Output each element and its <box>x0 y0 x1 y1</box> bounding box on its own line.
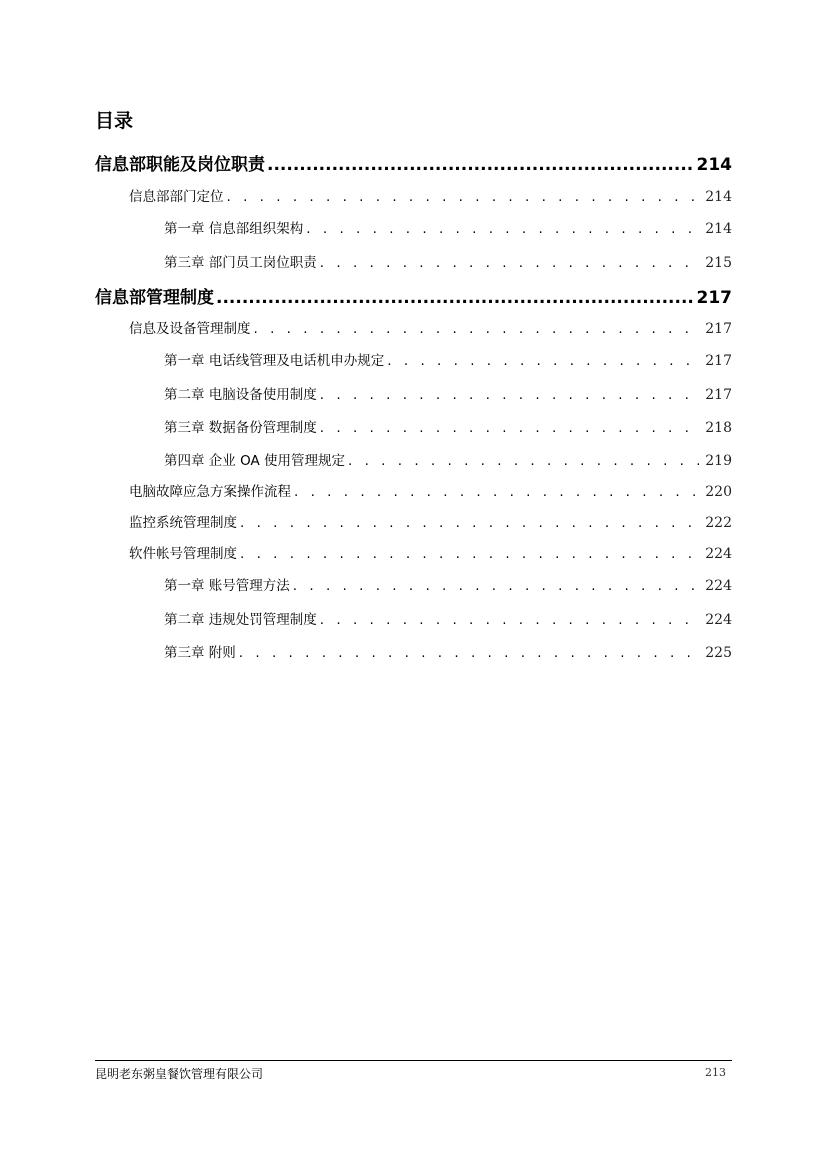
toc-entry[interactable] <box>164 416 732 436</box>
dot-leader <box>320 255 699 271</box>
toc-entry[interactable] <box>164 449 732 469</box>
toc-entry-label: 第一章 信息部组织架构 <box>164 221 304 237</box>
toc-entry-label: 信息及设备管理制度 <box>129 321 251 337</box>
dot-leader <box>239 645 699 661</box>
toc-entry-label: 信息部管理制度 <box>95 288 214 308</box>
toc-entry-page: 220 <box>705 484 732 500</box>
toc-entry[interactable] <box>129 511 732 531</box>
dot-leader <box>320 387 699 403</box>
toc-entry-page: 217 <box>705 321 732 337</box>
footer-divider <box>95 1060 732 1061</box>
toc-entry-label: 第一章 账号管理方法 <box>164 578 290 594</box>
toc-entry[interactable] <box>129 542 732 562</box>
dot-leader <box>320 420 699 436</box>
toc-heading: 目录 <box>95 110 134 132</box>
dot-leader <box>320 612 699 628</box>
toc-entry[interactable] <box>129 317 732 337</box>
toc-entry-page: 214 <box>705 221 732 237</box>
toc-entry[interactable] <box>95 283 732 308</box>
toc-entry-page: 222 <box>705 515 732 531</box>
dot-leader <box>293 578 699 594</box>
toc-entry-label: 信息部部门定位 <box>129 189 224 205</box>
dot-leader <box>267 155 695 175</box>
footer-company-name: 昆明老东粥皇餐饮管理有限公司 <box>95 1067 264 1081</box>
toc-entry-page: 215 <box>705 255 732 271</box>
toc-entry-page: 217 <box>705 387 732 403</box>
dot-leader <box>387 353 699 369</box>
toc-entry-label: 信息部职能及岗位职责 <box>95 155 265 175</box>
dot-leader <box>306 221 699 237</box>
dot-leader <box>227 189 700 205</box>
toc-entry-page: 225 <box>705 645 732 661</box>
toc-entry[interactable] <box>164 349 732 369</box>
toc-entry[interactable] <box>164 217 732 237</box>
toc-entry-label: 第一章 电话线管理及电话机申办规定 <box>164 353 385 369</box>
toc-entry-label: 第四章 企业 OA 使用管理规定 <box>164 453 345 469</box>
toc-entry-page: 224 <box>705 546 732 562</box>
toc-entry[interactable] <box>129 185 732 205</box>
dot-leader <box>216 288 695 308</box>
toc-entry-page: 218 <box>705 420 732 436</box>
toc-entry-label: 第三章 数据备份管理制度 <box>164 420 317 436</box>
toc-entry-page: 217 <box>696 288 732 308</box>
toc-entry-page: 214 <box>705 189 732 205</box>
toc-entry-page: 219 <box>705 453 732 469</box>
toc-entry-label: 第二章 电脑设备使用制度 <box>164 387 317 403</box>
toc-entry-label: 监控系统管理制度 <box>129 515 237 531</box>
toc-entry-label: 电脑故障应急方案操作流程 <box>129 484 291 500</box>
dot-leader <box>240 546 699 562</box>
dot-leader <box>348 453 699 469</box>
toc-entry-page: 224 <box>705 578 732 594</box>
toc-entry-page: 214 <box>696 155 732 175</box>
dot-leader <box>240 515 699 531</box>
dot-leader <box>254 321 700 337</box>
toc-entry[interactable] <box>164 574 732 594</box>
toc-entry-label: 第三章 附则 <box>164 645 236 661</box>
toc-entry[interactable] <box>129 480 732 500</box>
toc-entry[interactable] <box>164 383 732 403</box>
toc-entry[interactable] <box>95 150 732 175</box>
toc-entry-label: 第二章 违规处罚管理制度 <box>164 612 317 628</box>
dot-leader <box>294 484 699 500</box>
toc-entry[interactable] <box>164 251 732 271</box>
toc-entry-page: 217 <box>705 353 732 369</box>
toc-entry-label: 软件帐号管理制度 <box>129 546 237 562</box>
toc-entry-page: 224 <box>705 612 732 628</box>
footer-page-number: 213 <box>705 1066 726 1079</box>
toc-entry-label: 第三章 部门员工岗位职责 <box>164 255 317 271</box>
toc-entry[interactable] <box>164 641 732 661</box>
toc-entry[interactable] <box>164 608 732 628</box>
